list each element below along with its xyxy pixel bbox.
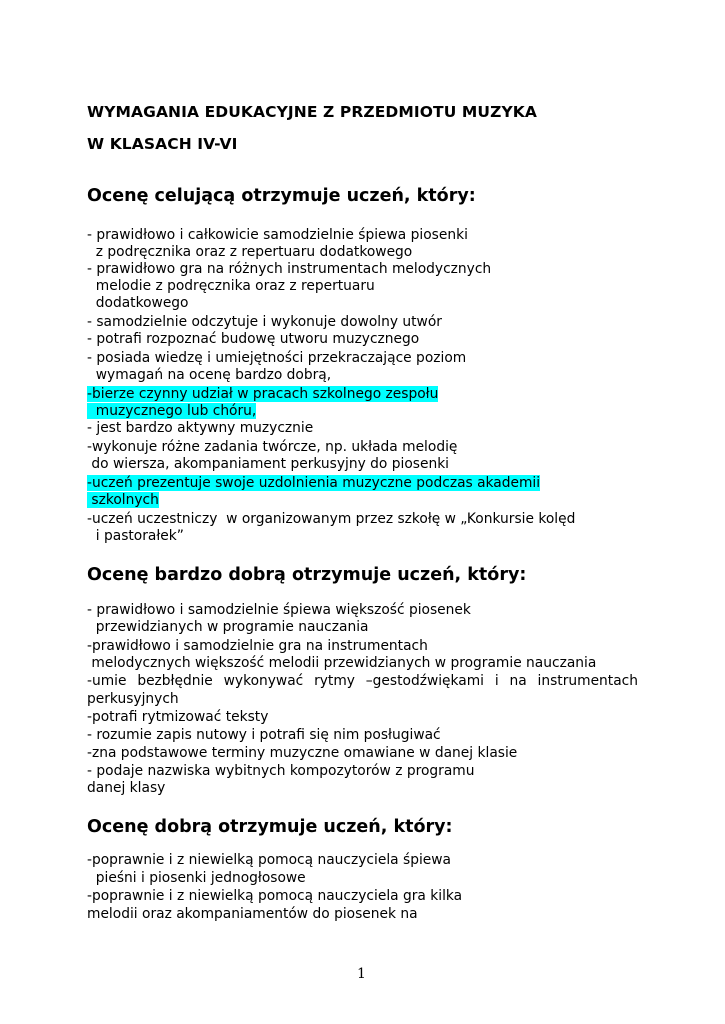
section-heading-dobra: Ocenę dobrą otrzymuje uczeń, który:	[87, 817, 453, 837]
list-item: danej klasy	[87, 780, 166, 796]
list-item: - rozumie zapis nutowy i potrafi się nim posługiwać	[87, 727, 441, 743]
list-item: -umie bezbłędnie wykonywać rytmy –gestodźwiękami i na instrumentach	[87, 673, 638, 689]
list-item: -poprawnie i z niewielką pomocą nauczyciela śpiewa	[87, 852, 452, 868]
list-item: melodie z podręcznika oraz z repertuaru	[87, 278, 375, 294]
list-item: - podaje nazwiska wybitnych kompozytorów z programu	[87, 763, 475, 779]
list-item: -potrafi rytmizować teksty	[87, 709, 269, 725]
list-item: z podręcznika oraz z repertuaru dodatkowego	[87, 244, 413, 260]
highlighted-list-item	[87, 386, 438, 403]
list-item: - posiada wiedzę i umiejętności przekraczające poziom	[87, 350, 467, 366]
list-item: pieśni i piosenki jednogłosowe	[87, 870, 306, 886]
list-item: -poprawnie i z niewielką pomocą nauczyciela gra kilka	[87, 888, 463, 904]
list-item: -uczeń uczestniczy w organizowanym przez szkołę w „Konkursie kolęd	[87, 511, 576, 527]
list-item: - prawidłowo i całkowicie samodzielnie śpiewa piosenki	[87, 227, 468, 243]
list-item: - samodzielnie odczytuje i wykonuje dowolny utwór	[87, 314, 442, 330]
list-item: - potrafi rozpoznać budowę utworu muzycznego	[87, 331, 420, 347]
list-item: -prawidłowo i samodzielnie gra na instrumentach	[87, 638, 428, 654]
highlighted-list-item	[87, 475, 540, 492]
document-title-line-2: W KLASACH IV-VI	[87, 135, 238, 153]
highlighted-list-item	[87, 492, 159, 509]
list-item: -zna podstawowe terminy muzyczne omawiane w danej klasie	[87, 745, 518, 761]
highlighted-list-item	[87, 403, 256, 420]
list-item: perkusyjnych	[87, 691, 179, 707]
list-item: - prawidłowo gra na różnych instrumentach melodycznych	[87, 261, 492, 277]
highlight: -uczeń prezentuje swoje uzdolnienia muzyczne podczas akademii	[87, 475, 541, 491]
list-item: - prawidłowo i samodzielnie śpiewa większość piosenek	[87, 602, 471, 618]
section-heading-bardzo-dobra: Ocenę bardzo dobrą otrzymuje uczeń, który:	[87, 565, 527, 585]
list-item: melodycznych większość melodii przewidzianych w programie nauczania	[87, 655, 597, 671]
list-item: dodatkowego	[87, 295, 189, 311]
list-item: -wykonuje różne zadania twórcze, np. układa melodię	[87, 439, 458, 455]
list-item: do wiersza, akompaniament perkusyjny do piosenki	[87, 456, 450, 472]
list-item: - jest bardzo aktywny muzycznie	[87, 420, 314, 436]
list-item: przewidzianych w programie nauczania	[87, 619, 369, 635]
highlight: muzycznego lub chóru,	[87, 403, 257, 419]
highlight: -bierze czynny udział w pracach szkolnego zespołu	[87, 386, 439, 402]
list-item: wymagań na ocenę bardzo dobrą,	[87, 367, 332, 383]
list-item: i pastorałek”	[87, 528, 184, 544]
list-item: melodii oraz akompaniamentów do piosenek na	[87, 906, 418, 922]
highlight: szkolnych	[87, 492, 159, 508]
page-number: 1	[357, 966, 366, 982]
document-title-line-1: WYMAGANIA EDUKACYJNE Z PRZEDMIOTU MUZYKA	[87, 103, 537, 121]
section-heading-celujaca: Ocenę celującą otrzymuje uczeń, który:	[87, 186, 476, 206]
